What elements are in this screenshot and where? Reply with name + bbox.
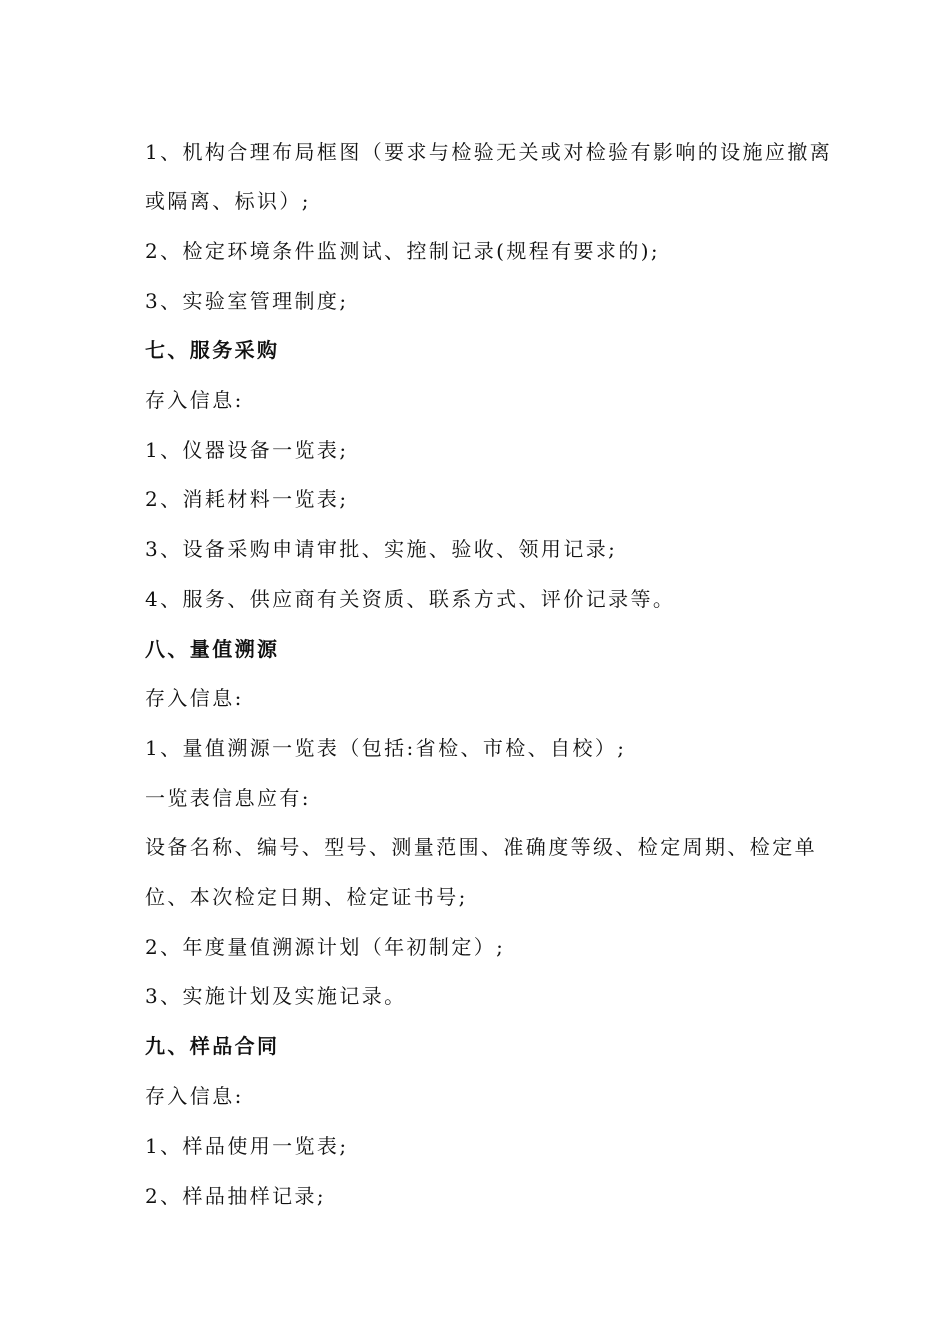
list-item-lab-rules: 3、实验室管理制度; bbox=[145, 289, 349, 313]
list-item-annual-plan: 2、年度量值溯源计划（年初制定）; bbox=[145, 935, 506, 959]
list-info-fields: 设备名称、编号、型号、测量范围、准确度等级、检定周期、检定单 bbox=[145, 835, 817, 859]
list-item-environment-records: 2、检定环境条件监测试、控制记录(规程有要求的); bbox=[145, 239, 661, 263]
section-heading-traceability: 八、量值溯源 bbox=[145, 637, 280, 661]
list-item-consumables-list: 2、消耗材料一览表; bbox=[145, 487, 349, 511]
list-item-procurement-records: 3、设备采购申请审批、实施、验收、领用记录; bbox=[145, 537, 618, 561]
store-info-label: 存入信息: bbox=[145, 388, 244, 412]
list-info-label: 一览表信息应有: bbox=[145, 786, 311, 810]
section-heading-service-procurement: 七、服务采购 bbox=[145, 338, 280, 362]
list-item-layout-diagram: 1、机构合理布局框图（要求与检验无关或对检验有影响的设施应撤离 bbox=[145, 140, 833, 164]
list-item-sampling-records: 2、样品抽样记录; bbox=[145, 1184, 327, 1208]
store-info-label: 存入信息: bbox=[145, 1084, 244, 1108]
list-item-traceability-list: 1、量值溯源一览表（包括:省检、市检、自校）; bbox=[145, 736, 627, 760]
list-item-supplier-records: 4、服务、供应商有关资质、联系方式、评价记录等。 bbox=[145, 587, 676, 611]
store-info-label: 存入信息: bbox=[145, 686, 244, 710]
list-item-sample-usage-list: 1、样品使用一览表; bbox=[145, 1134, 349, 1158]
list-item-layout-diagram-continued: 或隔离、标识）; bbox=[145, 189, 311, 213]
list-item-equipment-list: 1、仪器设备一览表; bbox=[145, 438, 349, 462]
list-info-fields-continued: 位、本次检定日期、检定证书号; bbox=[145, 885, 468, 909]
section-heading-sample-contract: 九、样品合同 bbox=[145, 1034, 280, 1058]
list-item-implementation-records: 3、实施计划及实施记录。 bbox=[145, 984, 407, 1008]
